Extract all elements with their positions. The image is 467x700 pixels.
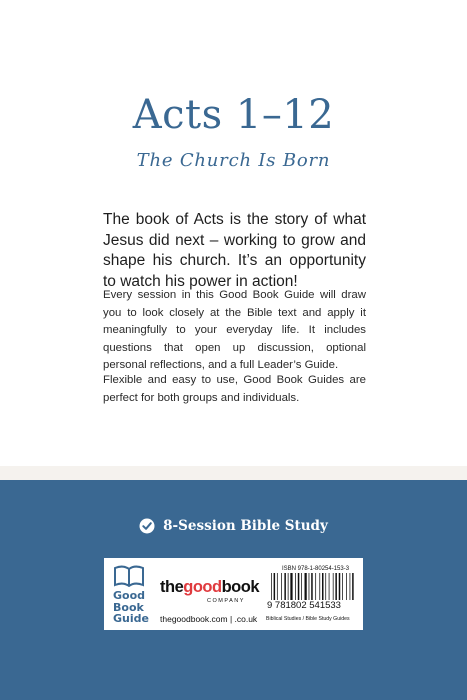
category-label: Biblical Studies / Bible Study Guides [266, 616, 350, 622]
open-book-icon [113, 565, 153, 587]
check-circle-icon [139, 518, 155, 534]
logo-text: Good [113, 589, 146, 602]
publisher-logo-good: good [183, 578, 222, 596]
barcode [270, 573, 357, 600]
publisher-logo [160, 578, 257, 597]
logo-text: Guide [113, 612, 149, 625]
publisher-company: COMPANY [207, 598, 245, 604]
session-label: 8-Session Bible Study [163, 518, 328, 534]
book-title: Acts 1–12 [132, 92, 335, 138]
description-paragraph: Flexible and easy to use, Good Book Guides are perfect for both groups and individuals. [103, 374, 366, 404]
publisher-url: thegoodbook.com | .co.uk [160, 614, 258, 624]
book-subtitle: The Church Is Born [136, 150, 331, 171]
description-paragraph: Every session in this Good Book Guide will draw you to look closely at the Bible text and apply it meaningfully to your everyday life. It includes questions that open up discussion, optional personal reflections, and a full Leader’s Guide. [103, 289, 366, 371]
isbn-label: ISBN 978-1-80254-153-3 [282, 566, 350, 572]
session-banner [0, 518, 467, 534]
good-book-guide-logo [113, 565, 153, 625]
publisher-logo-the: the [160, 578, 184, 596]
publisher-logo-book: book [221, 578, 259, 596]
publisher-label-box [104, 558, 363, 630]
lead-paragraph: The book of Acts is the story of what Jesus did next – working to grow and shape his church. It’s an opportunity to watch his power in action! [103, 211, 366, 290]
isbn-digits: 9 781802 541533 [267, 600, 341, 611]
logo-text: Book [113, 600, 144, 614]
divider-strip [0, 466, 467, 480]
